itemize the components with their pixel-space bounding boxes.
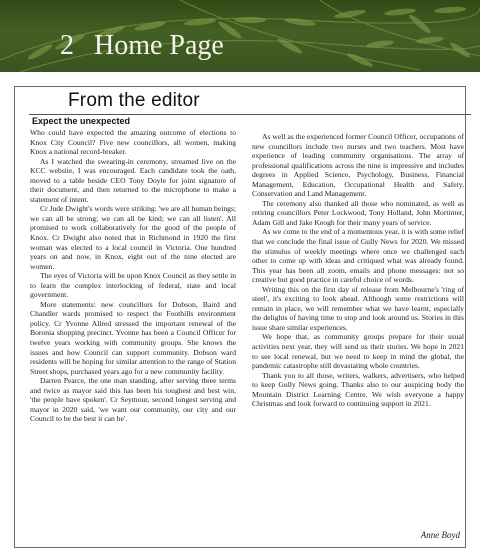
paragraph: The ceremony also thanked all those who nominated, as well as retiring councillors Peter Lockwood, Tony Holland, John Mortimer, Adam Gill and Jake Keogh for their many years of service.	[252, 198, 464, 227]
paragraph: As we come to the end of a momentous year, it is with some relief that we conclude the final issue of Gully News for 2020. We missed the stimulus of weekly meetings where once we challenged each other to come up with ideas and critiqued what was already found. This year has been all zoom, emails and phone messages: not so creative but good practice in careful choice of words.	[252, 227, 464, 285]
section-title: Home Page	[94, 30, 224, 61]
paragraph: As well as the experienced former Council Officer, occupations of new councillors include two nurses and two teachers. Most have experience of leading community organisations. The array of professional qualifications across the nine is impressive and includes degrees in Applied Science, Psychology, Business, Financial Management, Education, Occupational Health and Safety, Conservation and Land Management.	[252, 132, 464, 199]
author-signature: Anne Boyd	[420, 530, 460, 540]
paragraph: Writing this on the first day of release from Melbourne's 'ring of steel', it's exciting to look ahead. Although some restrictions will remain in place, we will remember what we have learnt, especially the delights of having time to stop and look around us. Stories in this issue share similar experiences.	[252, 284, 464, 332]
article-kicker: Expect the unexpected	[32, 116, 131, 126]
article-column-right	[252, 132, 464, 409]
article-title: From the editor	[68, 90, 200, 111]
paragraph: We hope that, as community groups prepare for their usual activities next year, they will send us their stories. We hope in 2021 to see local renewal, but we need to keep in mind the global, the pandemic catastrophe still devastating whole countries.	[252, 332, 464, 371]
paragraph: Darren Pearce, the one man standing, after serving three terms and twice as mayor said this has been his toughest and best win, 'the people have spoken'. Cr Seymour, second longest serving and mayor in 2020 said, 'we want our community, our city and our Council to be the best it can be'.	[30, 376, 236, 424]
paragraph: The eyes of Victoria will be upon Knox Council as they settle in to learn the complex interlocking of federal, state and local government.	[30, 271, 236, 300]
page-header-banner	[0, 0, 480, 72]
paragraph: Who could have expected the amazing outcome of elections to Knox City Council? Five new councillors, all women, making Knox a national record-breaker.	[30, 128, 236, 157]
article-column-left	[30, 128, 236, 424]
page-number: 2	[60, 30, 74, 61]
paragraph: Thank you to all those, writers, walkers, advertisers, who helped to keep Gully News going. Thanks also to our auspicing body the Mountain District Learning Centre. We wish everyone a happy Christmas and look forward to continuing support in 2021.	[252, 370, 464, 409]
paragraph: More statements: new councillors for Dobson, Baird and Chandler wards promised to respect the Foothills environment policy. Cr Yvonne Allred stressed the important renewal of the Boronia shopping precinct. Yvonne has been a Council Officer for twelve years working with community groups. She knows the issues and how Council can support community. Dobson ward residents will be hoping for similar attention to the range of Station Street shops, purchased years ago for a new community facility.	[30, 299, 236, 376]
paragraph: As I watched the swearing-in ceremony, streamed live on the KCC website, I was encouraged. Each candidate took the oath, moved to a table beside CEO Tony Doyle for joint signature of their document, and then returned to the microphone to make a statement of intent.	[30, 156, 236, 204]
title-divider	[29, 114, 471, 115]
paragraph: Cr Jude Dwight's words were striking: 'we are all human beings; we can all be strong; we can all be kind; we can all listen'. All promised to work collaboratively for the good of the people of Knox. Cr Dwight also noted that in Richmond in 1920 the first woman was elected to a local council in Victoria. One hundred years on and now, in Knox, eight out of the nine elected are women.	[30, 204, 236, 271]
